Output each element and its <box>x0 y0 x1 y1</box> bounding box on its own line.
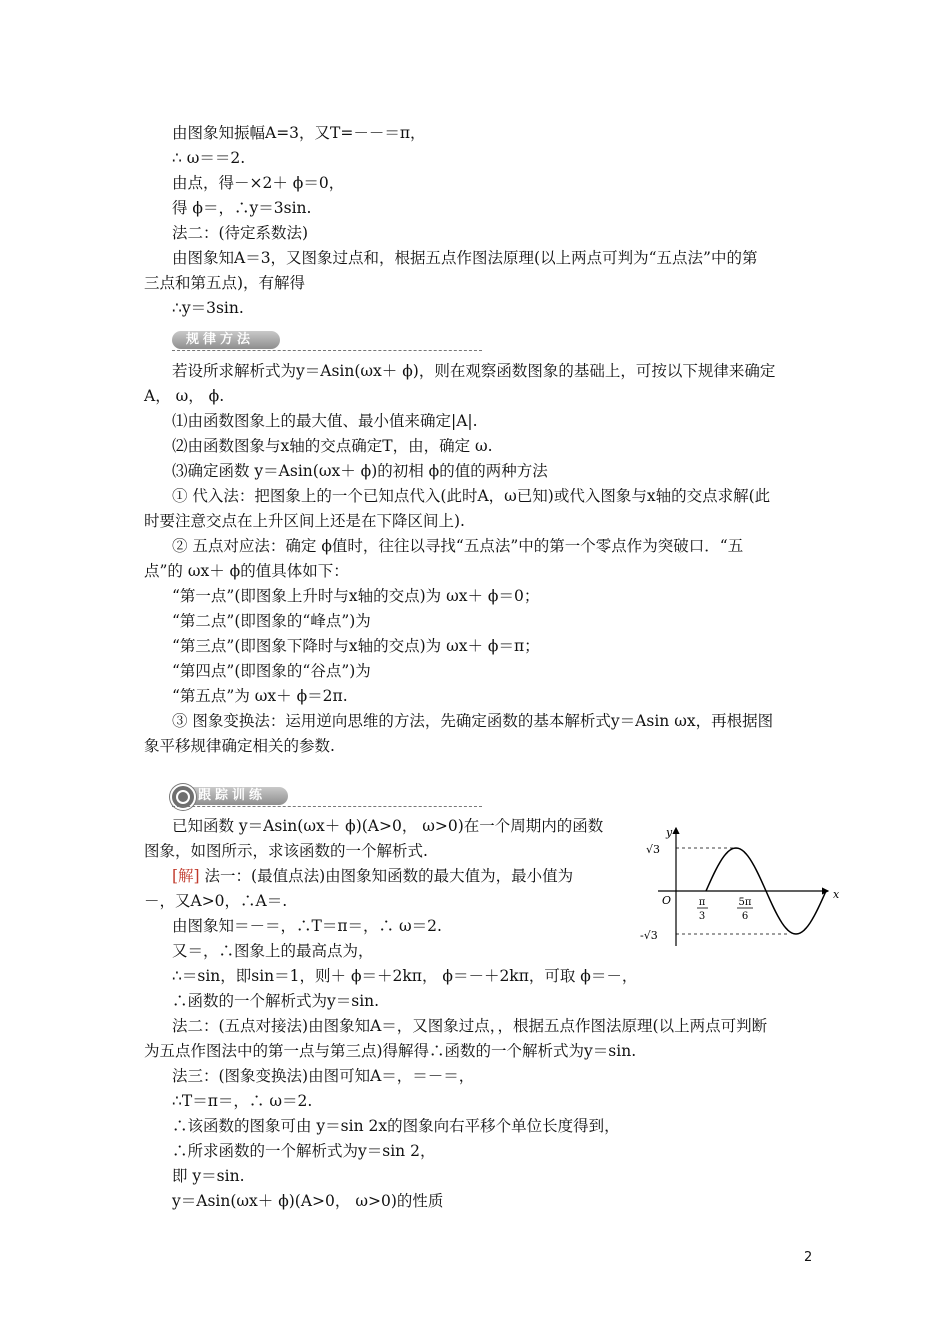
practice-badge: 跟踪训练 <box>172 787 288 805</box>
text-line: 法三：(图象变换法)由图可知A＝，＝－＝， <box>172 1067 475 1085</box>
text-line: ∴ ω＝＝2. <box>172 149 246 167</box>
text-line: 得 ϕ＝，∴y＝3sin. <box>172 199 312 217</box>
x-tick-2-den: 6 <box>741 911 749 922</box>
text-line: 法二：(待定系数法) <box>172 224 309 242</box>
text-line: ① 代入法：把图象上的一个已知点代入(此时A，ω已知)或代入图象与x轴的交点求解(此 <box>172 487 771 505</box>
text-line: 由图象知＝－＝，∴T＝π＝，∴ ω＝2. <box>172 917 442 935</box>
x-axis-label: x <box>833 888 840 901</box>
text-line: ∴y＝3sin. <box>172 299 244 317</box>
y-axis-label: y <box>666 826 673 839</box>
text-line: 由点，得－×2＋ ϕ＝0， <box>172 174 345 192</box>
text-line: ∴＝sin，即sin＝1，则＋ ϕ＝＋2kπ， ϕ＝－＋2kπ，可取 ϕ＝－， <box>172 967 638 985</box>
practice-divider <box>172 806 482 807</box>
text-line: “第四点”(即图象的“谷点”)为 <box>172 662 371 680</box>
text-line: “第五点”为 ωx＋ ϕ＝2π. <box>172 687 348 705</box>
text-line: 时要注意交点在上升区间上还是在下降区间上). <box>144 512 465 530</box>
method-divider <box>172 350 482 351</box>
text-line: ∴所求函数的一个解析式为y＝sin 2， <box>172 1142 436 1160</box>
text-line: y＝Asin(ωx＋ ϕ)(A>0， ω>0)的性质 <box>172 1192 444 1210</box>
text-line: A， ω， ϕ. <box>144 387 225 405</box>
solution-text: 法一：(最值点法)由图象知函数的最大值为，最小值为 <box>199 867 574 885</box>
sine-graph <box>636 824 846 952</box>
text-line: ⑴由函数图象上的最大值、最小值来确定|A|. <box>172 412 478 430</box>
y-min-label: -√3 <box>640 929 658 942</box>
text-line: “第二点”(即图象的“峰点”)为 <box>172 612 371 630</box>
text-line: 象平移规律确定相关的参数. <box>144 737 335 755</box>
solution-line <box>172 866 573 886</box>
text-line: 已知函数 y＝Asin(ωx＋ ϕ)(A>0， ω>0)在一个周期内的函数 <box>172 817 604 835</box>
text-line: 又＝，∴图象上的最高点为， <box>172 942 374 960</box>
text-line: 点”的 ωx＋ ϕ的值具体如下： <box>144 562 349 580</box>
solution-tag: [解] <box>172 867 200 885</box>
text-line: ③ 图象变换法：运用逆向思维的方法，先确定函数的基本解析式y＝Asin ωx，再根据图 <box>172 712 774 730</box>
page-number: 2 <box>804 1250 813 1265</box>
text-line: 由图象知振幅A=3，又T=－－＝π， <box>172 124 426 142</box>
method-badge: 规律方法 <box>172 331 280 349</box>
text-line: “第一点”(即图象上升时与x轴的交点)为 ωx＋ ϕ＝0； <box>172 587 540 605</box>
text-line: 图象，如图所示，求该函数的一个解析式. <box>144 842 428 860</box>
text-line: “第三点”(即图象下降时与x轴的交点)为 ωx＋ ϕ＝π； <box>172 637 540 655</box>
x-tick-1-num: π <box>698 897 706 908</box>
y-max-label: √3 <box>646 843 661 856</box>
text-line: 为五点作图法中的第一点与第三点)得解得∴函数的一个解析式为y＝sin. <box>144 1042 637 1060</box>
text-line: ∴该函数的图象可由 y＝sin 2x的图象向右平移个单位长度得到， <box>172 1117 620 1135</box>
text-line: ∴T＝π＝，∴ ω＝2. <box>172 1092 313 1110</box>
text-line: ⑶确定函数 y＝Asin(ωx＋ ϕ)的初相 ϕ的值的两种方法 <box>172 462 548 480</box>
text-line: 若设所求解析式为y＝Asin(ωx＋ ϕ)，则在观察函数图象的基础上，可按以下规律来确定 <box>172 362 776 380</box>
text-line: ∴函数的一个解析式为y＝sin. <box>172 992 380 1010</box>
x-tick-1-den: 3 <box>698 911 706 922</box>
text-line: －，又A>0，∴A＝. <box>144 892 288 910</box>
origin-label: O <box>662 894 672 907</box>
text-line: 法二：(五点对接法)由图象知A＝，又图象过点，，根据五点作图法原理(以上两点可判断 <box>172 1017 768 1035</box>
text-line: 即 y＝sin. <box>172 1167 245 1185</box>
text-line: ② 五点对应法：确定 ϕ值时，往往以寻找“五点法”中的第一个零点作为突破口．“五 <box>172 537 744 555</box>
text-line: ⑵由函数图象与x轴的交点确定T，由，确定 ω. <box>172 437 493 455</box>
text-line: 由图象知A＝3，又图象过点和，根据五点作图法原理(以上两点可判为“五点法”中的第 <box>172 249 758 267</box>
x-tick-2-num: 5π <box>738 897 752 908</box>
text-line: 三点和第五点)，有解得 <box>144 274 306 292</box>
